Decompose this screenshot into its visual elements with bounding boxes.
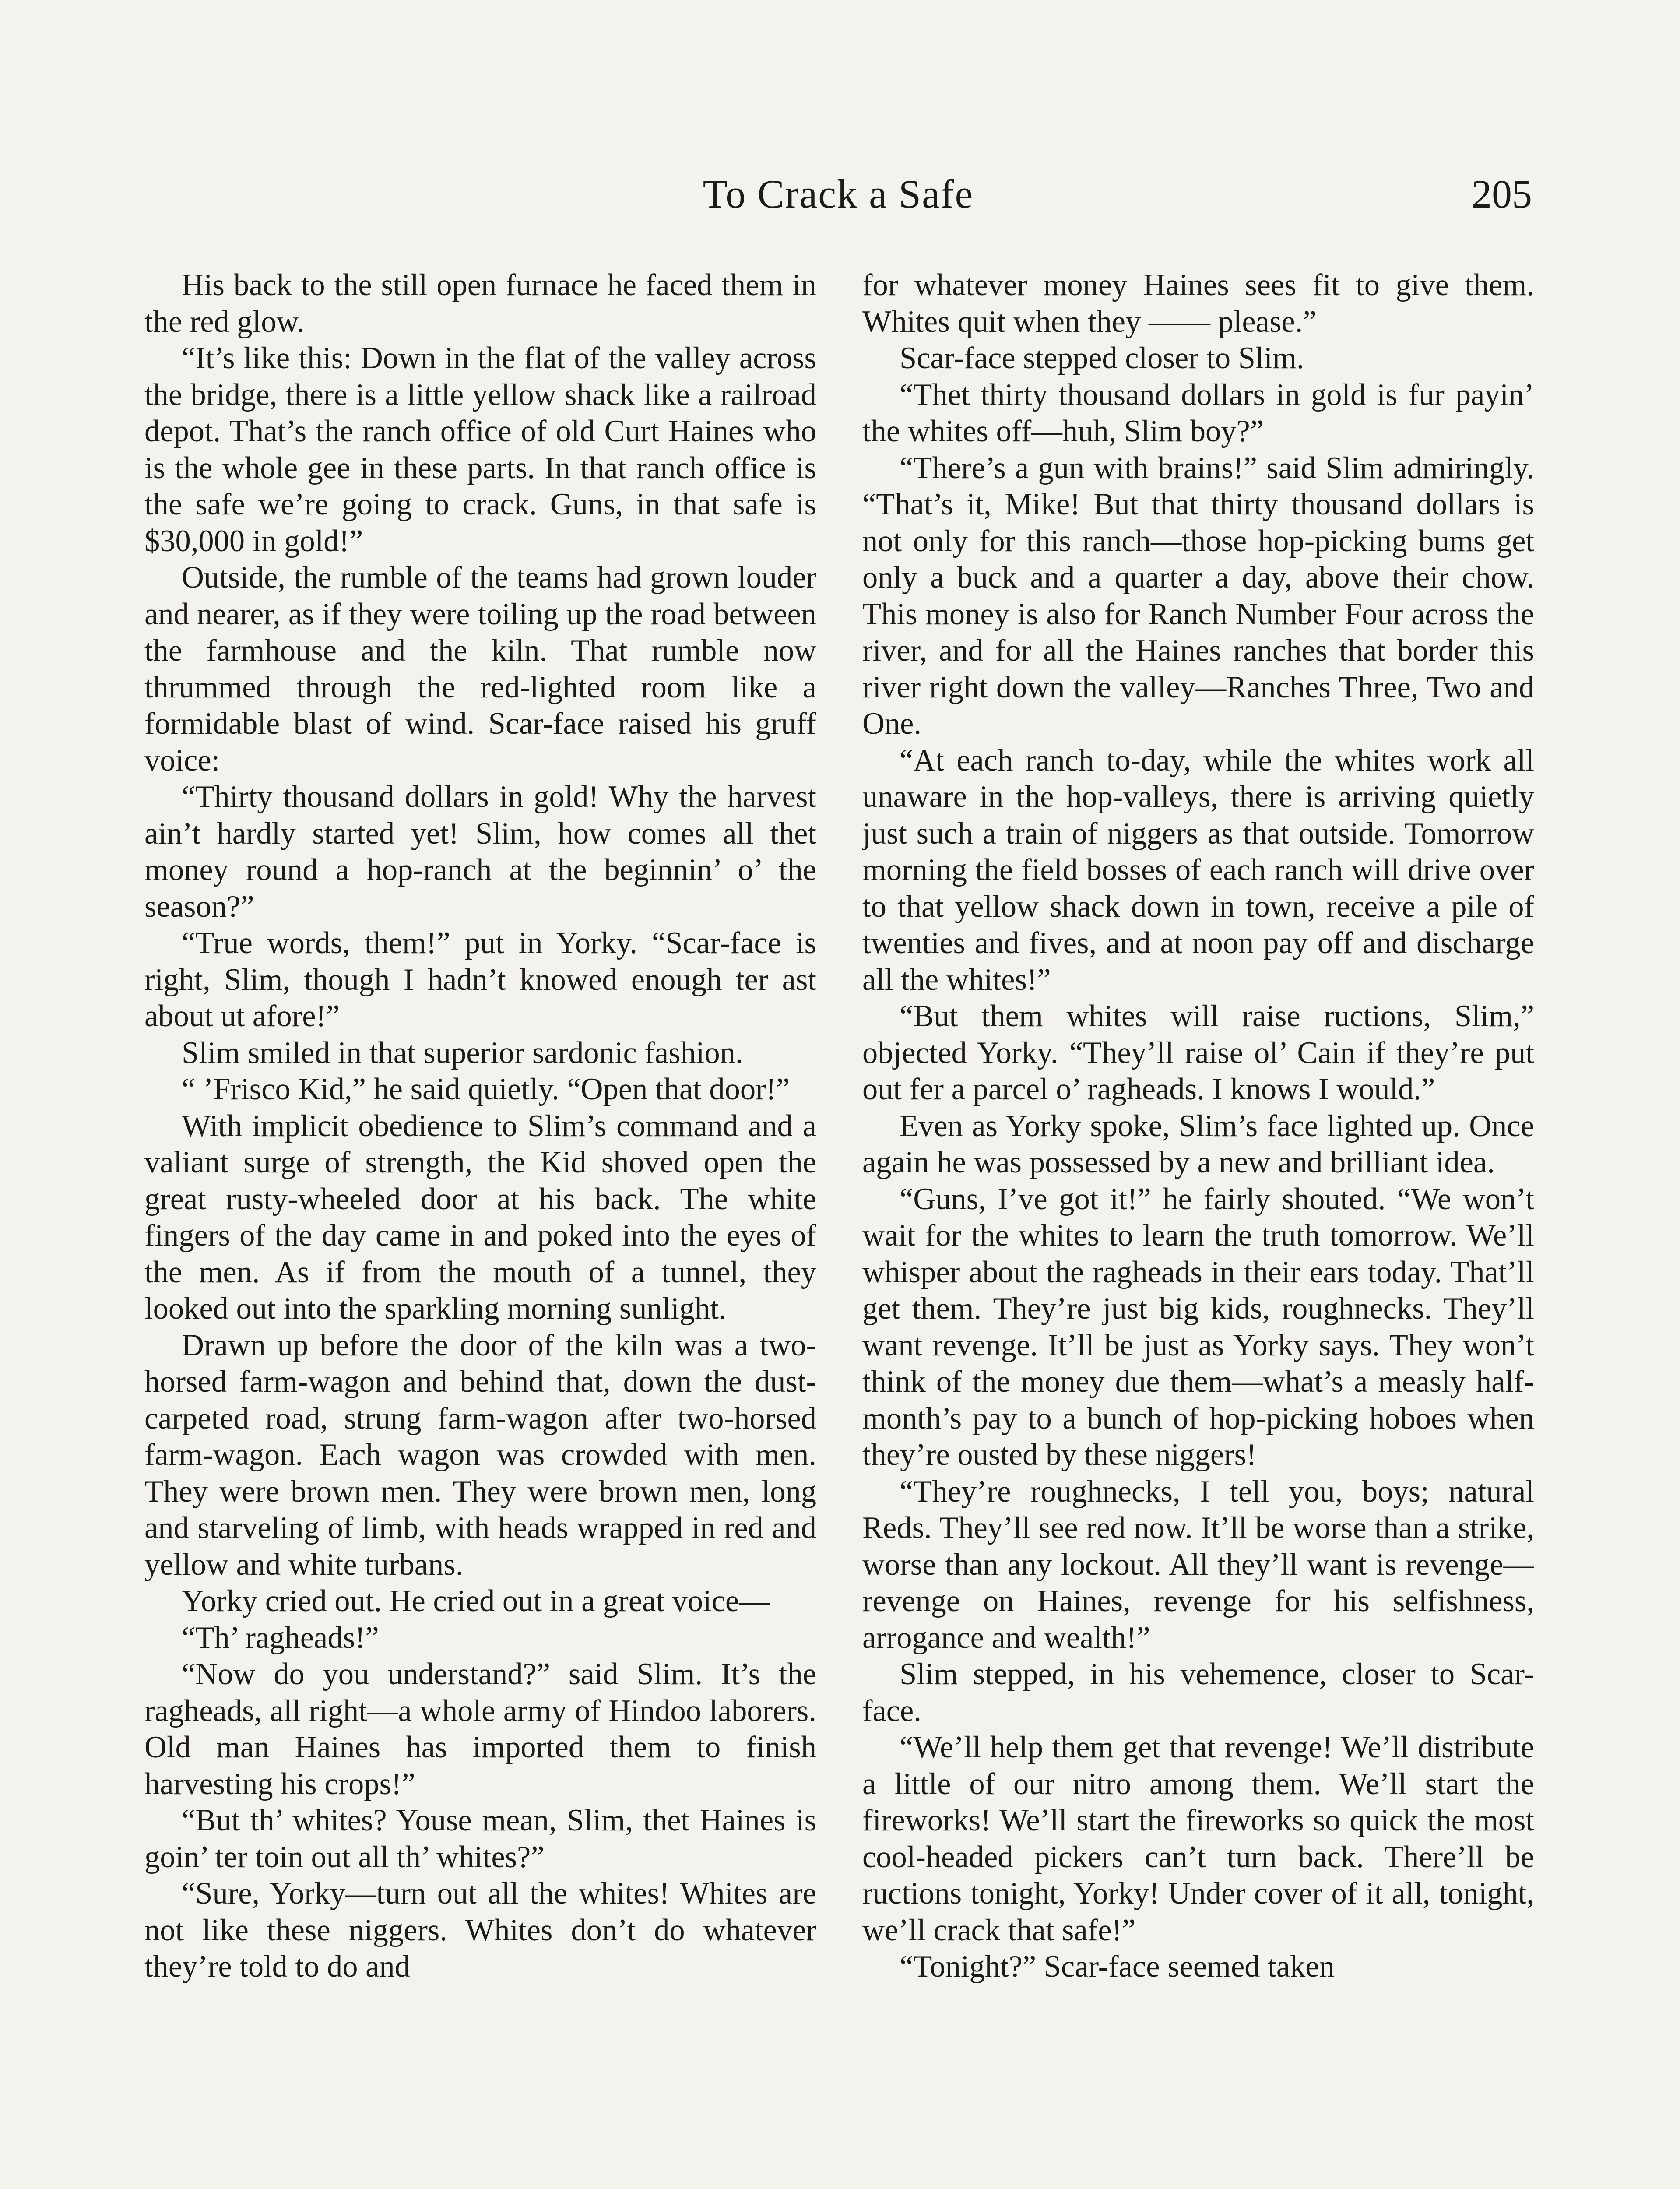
paragraph: With implicit obedience to Slim’s command and a valiant surge of strength, the Kid shoved open the great rusty-wheeled door at his back. The white fingers of the day came in and poked into the eyes of the men. As if from the mouth of a tunnel, they looked out into the sparkling morning sunlight. bbox=[144, 1109, 816, 1326]
paragraph-continuation: for whatever money Haines sees fit to give them. Whites quit when they —— please.” bbox=[862, 268, 1534, 339]
paragraph: “But them whites will raise ructions, Slim,” objected Yorky. “They’ll raise ol’ Cain if they’re put out fer a parcel o’ ragheads. I knows I would.” bbox=[862, 999, 1534, 1106]
page-header bbox=[144, 171, 1532, 236]
text-columns bbox=[144, 267, 1534, 2189]
paragraph: “Thirty thousand dollars in gold! Why the harvest ain’t hardly started yet! Slim, how comes all thet money round a hop-ranch at the beginnin’ o’ the season?” bbox=[144, 780, 816, 924]
paragraph: “It’s like this: Down in the flat of the valley across the bridge, there is a little yellow shack like a railroad depot. That’s the ranch office of old Curt Haines who is the whole gee in these parts. In that ranch office is the safe we’re going to crack. Guns, in that safe is $30,000 in gold!” bbox=[144, 341, 816, 558]
paragraph: “But th’ whites? Youse mean, Slim, thet Haines is goin’ ter toin out all th’ whites?” bbox=[144, 1803, 816, 1874]
paragraph: “ ’Frisco Kid,” he said quietly. “Open that door!” bbox=[182, 1072, 790, 1106]
paragraph: “We’ll help them get that revenge! We’ll distribute a little of our nitro among them. We’ll start the fireworks! We’ll start the fireworks so quick the most cool-headed pickers can’t turn back. There’ll be ructions tonight, Yorky! Under cover of it all, tonight, we’ll crack that safe!” bbox=[862, 1730, 1534, 1947]
paragraph: “Th’ ragheads!” bbox=[182, 1620, 379, 1655]
right-column bbox=[862, 267, 1534, 2189]
left-column bbox=[144, 267, 816, 2189]
paragraph: “Tonight?” Scar-face seemed taken bbox=[900, 1950, 1335, 1984]
page-number: 205 bbox=[1472, 172, 1532, 216]
paragraph: Drawn up before the door of the kiln was a two-horsed farm-wagon and behind that, down the dust-carpeted road, strung farm-wagon after two-horsed farm-wagon. Each wagon was crowded with men. They were brown men. They were brown men, long and starveling of limb, with heads wrapped in red and yellow and white turbans. bbox=[144, 1328, 816, 1582]
paragraph: “There’s a gun with brains!” said Slim admiringly. “That’s it, Mike! But that thirty thousand dollars is not only for this ranch—those hop-picking bums get only a buck and a quarter a day, above their chow. This money is also for Ranch Number Four across the river, and for all the Haines ranches that border this river right down the valley—Ranches Three, Two and One. bbox=[862, 450, 1534, 741]
paragraph: “They’re roughnecks, I tell you, boys; natural Reds. They’ll see red now. It’ll be worse than a strike, worse than any lockout. All they’ll want is revenge—revenge on Haines, revenge for his selfishness, arrogance and wealth!” bbox=[862, 1474, 1534, 1655]
paragraph: “Sure, Yorky—turn out all the whites! Whites are not like these niggers. Whites don’t do whatever they’re told to do and bbox=[144, 1876, 816, 1984]
paragraph: His back to the still open furnace he faced them in the red glow. bbox=[144, 268, 816, 339]
paragraph: Scar-face stepped closer to Slim. bbox=[900, 341, 1304, 375]
paragraph: Slim stepped, in his vehemence, closer to Scar-face. bbox=[862, 1657, 1534, 1728]
paragraph: Yorky cried out. He cried out in a great voice— bbox=[182, 1584, 770, 1618]
running-title: To Crack a Safe bbox=[703, 172, 974, 216]
paragraph: Even as Yorky spoke, Slim’s face lighted up. Once again he was possessed by a new and brilliant idea. bbox=[862, 1109, 1534, 1179]
paragraph: “True words, them!” put in Yorky. “Scar-face is right, Slim, though I hadn’t knowed enough ter ast about ut afore!” bbox=[144, 926, 816, 1033]
paragraph: Slim smiled in that superior sardonic fashion. bbox=[182, 1035, 743, 1070]
paragraph: “Now do you understand?” said Slim. It’s the ragheads, all right—a whole army of Hindoo laborers. Old man Haines has imported them to finish harvesting his crops!” bbox=[144, 1657, 816, 1801]
paragraph: “Guns, I’ve got it!” he fairly shouted. “We won’t wait for the whites to learn the truth tomorrow. We’ll whisper about the ragheads in their ears today. That’ll get them. They’re just big kids, roughnecks. They’ll want revenge. It’ll be just as Yorky says. They won’t think of the money due them—what’s a measly half-month’s pay to a bunch of hop-picking hoboes when they’re ousted by these niggers! bbox=[862, 1182, 1534, 1472]
paragraph: Outside, the rumble of the teams had grown louder and nearer, as if they were toiling up the road between the farmhouse and the kiln. That rumble now thrummed through the red-lighted room like a formidable blast of wind. Scar-face raised his gruff voice: bbox=[144, 560, 816, 778]
paragraph: “Thet thirty thousand dollars in gold is fur payin’ the whites off—huh, Slim boy?” bbox=[862, 377, 1534, 448]
paragraph: “At each ranch to-day, while the whites work all unaware in the hop-valleys, there is arriving quietly just such a train of niggers as that outside. Tomorrow morning the field bosses of each ranch will drive over to that yellow shack down in town, receive a pile of twenties and fives, and at noon pay off and discharge all the whites!” bbox=[862, 743, 1534, 997]
